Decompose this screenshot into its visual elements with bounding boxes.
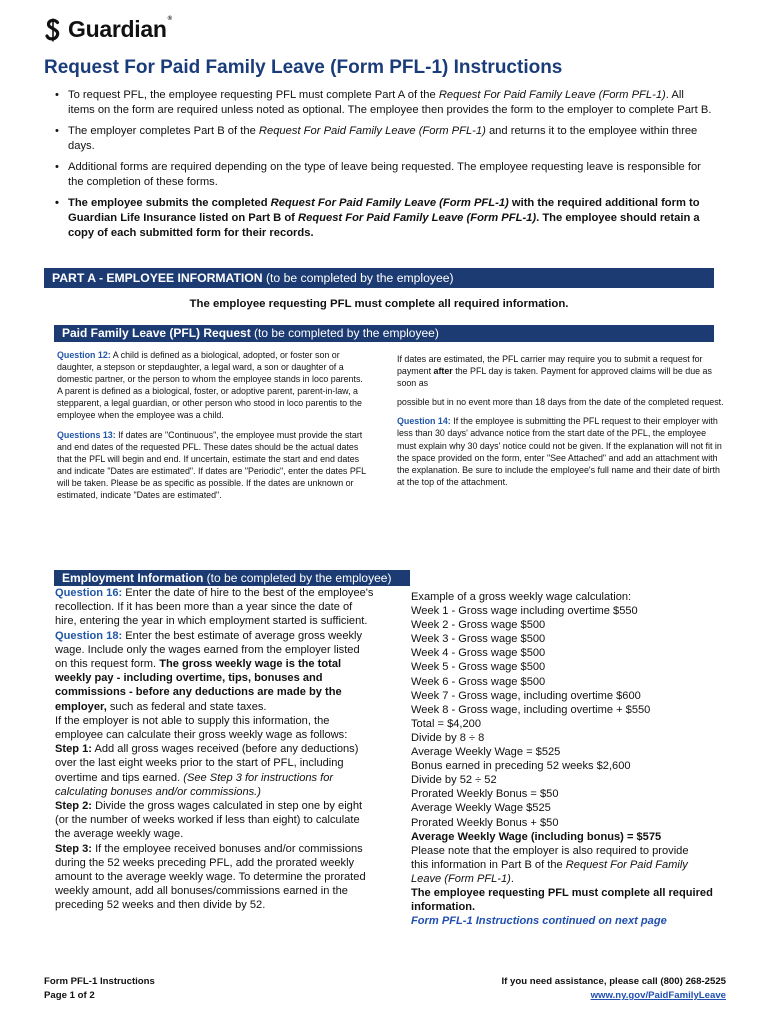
wage-example-line: Example of a gross weekly wage calculation: [411, 591, 632, 603]
wage-example-line: Divide by 52 ÷ 52 [411, 774, 497, 787]
wage-example-line: Week 2 - Gross wage $500 [411, 619, 546, 632]
brand-name: Guardian® [68, 16, 172, 42]
wage-example-line: Average Weekly Wage $525 [411, 802, 551, 815]
wage-example-line: Week 7 - Gross wage, including overtime $600 [411, 689, 641, 702]
pfl-request-header: Paid Family Leave (PFL) Request (to be completed by the employee) [54, 325, 714, 342]
average-weekly-wage-total: Average Weekly Wage (including bonus) = $575 [411, 830, 662, 843]
wage-example [411, 590, 721, 830]
part-a-header: PART A - EMPLOYEE INFORMATION (to be completed by the employee) [44, 268, 714, 288]
question-18: Question 18: Enter the best estimate of average gross weekly wage. Include only the wages earned from the employer listed on this request form. The gross weekly wage is the total weekly pay - including overtime, tips, bonuses and commissions - before any deductions are made by the employer, such as federal and state taxes. [55, 629, 363, 713]
wage-example-line: Week 8 - Gross wage, including overtime + $550 [411, 703, 651, 716]
wage-example-line: Average Weekly Wage = $525 [411, 746, 561, 759]
footer-page-number: Page 1 of 2 [44, 990, 95, 1001]
footer-help-text: If you need assistance, please call (800) 268-2525 [501, 976, 726, 987]
footer-link[interactable]: www.ny.gov/PaidFamilyLeave [590, 990, 726, 1001]
wage-example-line: Divide by 8 ÷ 8 [411, 731, 485, 744]
question-16: Question 16: Enter the date of hire to the best of the employee's recollection. If it has been more than a year since the date of hire, entering the year in which employment started is sufficient. [55, 587, 374, 628]
footer-right [501, 975, 726, 1003]
wage-example-line: Week 3 - Gross wage $500 [411, 633, 546, 646]
pfl-left-column [57, 349, 369, 508]
wage-example-line: Week 6 - Gross wage $500 [411, 675, 546, 688]
employer-note: Please note that the employer is also required to provide this information in Part B of the Request For Paid Family Leave (Form PFL-1). [411, 844, 689, 885]
employment-right-column [411, 590, 721, 928]
wage-example-line: Prorated Weekly Bonus = $50 [411, 788, 559, 801]
employer-unable-text: If the employer is not able to supply this information, the employee can calculate their gross weekly wage as follows: [55, 714, 348, 742]
footer-form-name: Form PFL-1 Instructions [44, 976, 155, 987]
intro-item: • The employee submits the completed Request For Paid Family Leave (Form PFL-1) with the required additional form to Guardian Life Insurance listed on Part B of Request For Paid Family Leave (Form PFL-1). The employee should retain a copy of each submitted form for their records. [52, 196, 712, 241]
wage-example-line: Week 1 - Gross wage including overtime $550 [411, 605, 638, 618]
part-a-note: The employee requesting PFL must complete all required information. [189, 298, 569, 310]
intro-list [52, 88, 712, 247]
step-2: Step 2: Divide the gross wages calculated in step one by eight (or the number of weeks worked if less than eight) to calculate the average weekly wage. [55, 800, 363, 841]
wage-example-line: Bonus earned in preceding 52 weeks $2,600 [411, 760, 631, 773]
employment-info-header: Employment Information (to be completed by the employee) [54, 570, 410, 586]
payment-timing-text: possible but in no event more than 18 days from the date of the completed request. [397, 397, 724, 408]
wage-example-line: Prorated Weekly Bonus + $50 [411, 816, 559, 829]
step-1: Step 1: Add all gross wages received (before any deductions) over the last eight weeks prior to the start of PFL, including overtime and tips earned. (See Step 3 for instructions for calculating bonuses and/or commissions.) [55, 743, 359, 798]
employment-left-column [55, 586, 375, 913]
pfl-right-column [397, 353, 725, 495]
continued-note: Form PFL-1 Instructions continued on next page [411, 915, 667, 928]
wage-example-line: Week 4 - Gross wage $500 [411, 647, 546, 660]
must-complete-note: The employee requesting PFL must complete all required information. [411, 886, 713, 914]
wage-example-line: Week 5 - Gross wage $500 [411, 661, 546, 674]
intro-item: • To request PFL, the employee requesting PFL must complete Part A of the Request For Paid Family Leave (Form PFL-1). All items on the form are required unless noted as optional. The employee then provides the form to the employer to complete Part B. [52, 88, 712, 118]
wage-example-line: Total = $4,200 [411, 717, 482, 730]
intro-item: • Additional forms are required depending on the type of leave being requested. The employee requesting leave is responsible for the completion of these forms. [52, 160, 712, 190]
intro-item: • The employer completes Part B of the Request For Paid Family Leave (Form PFL-1) and returns it to the employee within three days. [52, 124, 712, 154]
question-13: Questions 13: If dates are "Continuous", the employee must provide the start and end dates of the requested PFL. These dates should be the actual dates that the PFL will begin and end. If uncertain, estimate the start and end dates and indicate "Dates are estimated". If dates are "Periodic", enter the dates PFL will be taken. Please be as specific as possible. If the dates are unknown or estimated, indicate "Dates are estimated". [57, 429, 366, 501]
step-3: Step 3: If the employee received bonuses and/or commissions during the 52 weeks preceding PFL, add the prorated weekly amount to the average weekly wage. To determine the prorated weekly amount, add all bonuses/commissions earned in the preceding 52 weeks and then divide by 52. [55, 842, 366, 912]
question-14: Question 14: If the employee is submitting the PFL request to their employer with less than 30 days' advance notice from the start date of the PFL, the employee must explain why 30 days' notice could not be given. If the explanation will not fit in the space provided on the form, enter "See Attached" and add an attachment with the explanation. Be sure to include the employee's full name and their date of birth at the top of the attachment. [397, 416, 722, 487]
footer-left [44, 975, 155, 1003]
guardian-logo-icon [44, 18, 62, 42]
question-12: Question 12: A child is defined as a biological, adopted, or foster son or daughter, a stepson or stepdaughter, a legal ward, a son or daughter of a domestic partner, or the person to whom the employee stands in loco parents. A parent is defined as a biological, foster, or adoptive parent, parent-in-law, a stepparent, a legal guardian, or other person who stood in loco parentis to the employee when the employee was a child. [57, 350, 363, 421]
estimated-dates-text: If dates are estimated, the PFL carrier may require you to submit a request for payment after the PFL day is taken. Payment for approved claims will be due as soon as [397, 354, 712, 389]
page-title: Request For Paid Family Leave (Form PFL-1) Instructions [44, 57, 563, 78]
guardian-logo [44, 16, 172, 43]
